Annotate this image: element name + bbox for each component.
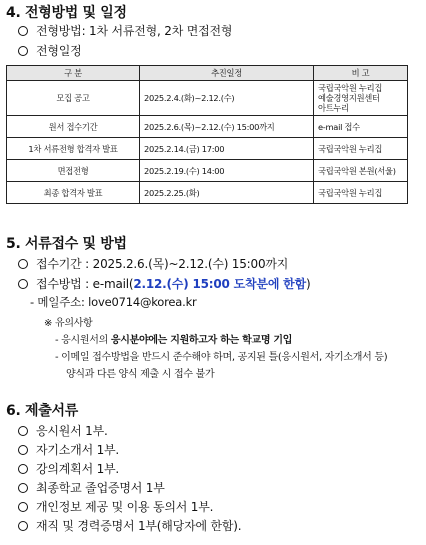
document-text: 재직 및 경력증명서 1부(해당자에 한함).: [36, 519, 242, 533]
cell-item: 모집 공고: [7, 81, 140, 116]
cell-item: 1차 서류전형 합격자 발표: [7, 138, 140, 160]
circle-bullet-icon: [18, 483, 28, 493]
circle-bullet-icon: [18, 259, 28, 269]
document-item: [18, 460, 119, 477]
circle-bullet-icon: [18, 26, 28, 36]
cell-date: 2025.2.19.(수) 14:00: [140, 160, 314, 182]
cell-date: 2025.2.25.(화): [140, 182, 314, 204]
circle-bullet-icon: [18, 426, 28, 436]
section-5-title: 5. 서류접수 및 방법: [6, 236, 127, 252]
header-remarks: 비 고: [314, 66, 408, 81]
cell-date: 2025.2.6.(목)~2.12.(수) 15:00까지: [140, 116, 314, 138]
note-line: 아트누리: [318, 103, 349, 113]
document-item: [18, 517, 241, 534]
bullet-application-period: [18, 255, 288, 272]
table-row: [7, 182, 408, 204]
notice-item-2: - 이메일 접수방법을 반드시 준수해야 하며, 공지된 틀(응시원서, 자기소개서 등): [55, 352, 388, 363]
circle-bullet-icon: [18, 521, 28, 531]
cell-note: e-mail 접수: [314, 116, 408, 138]
document-text: 최종학교 졸업증명서 1부: [36, 481, 165, 495]
bullet-application-method: [18, 275, 310, 292]
schedule-table: [6, 65, 408, 204]
bullet-screening-schedule: [18, 42, 82, 59]
circle-bullet-icon: [18, 279, 28, 289]
header-schedule: 추진일정: [140, 66, 314, 81]
table-row: [7, 138, 408, 160]
method-text-end: ): [305, 277, 311, 291]
note-line: 국립국악원 누리집: [318, 83, 383, 93]
cell-date: 2025.2.4.(화)~2.12.(수): [140, 81, 314, 116]
bullet-text: 전형일정: [36, 44, 82, 58]
table-row: [7, 116, 408, 138]
document-text: 강의계획서 1부.: [36, 462, 120, 476]
circle-bullet-icon: [18, 46, 28, 56]
circle-bullet-icon: [18, 445, 28, 455]
cell-item: 면접전형: [7, 160, 140, 182]
note-line: 예술경영지원센터: [318, 93, 380, 103]
bullet-text: 전형방법: 1차 서류전형, 2차 면접전형: [36, 24, 233, 38]
header-category: 구 분: [7, 66, 140, 81]
notice-item-2-cont: 양식과 다른 양식 제출 시 접수 불가: [66, 369, 215, 380]
circle-bullet-icon: [18, 502, 28, 512]
document-text: 개인정보 제공 및 이용 동의서 1부.: [36, 500, 214, 514]
notice-item-1: [55, 331, 292, 346]
cell-item: 최종 합격자 발표: [7, 182, 140, 204]
circle-bullet-icon: [18, 464, 28, 474]
bullet-screening-method: [18, 22, 232, 39]
notice-title: ※ 유의사항: [44, 318, 93, 329]
document-text: 자기소개서 1부.: [36, 443, 120, 457]
cell-date: 2025.2.14.(금) 17:00: [140, 138, 314, 160]
cell-item: 원서 접수기간: [7, 116, 140, 138]
document-item: [18, 422, 108, 439]
table-row: [7, 160, 408, 182]
notice-text: - 응시원서의: [55, 335, 111, 346]
cell-note: 국립국악원 누리집: [314, 138, 408, 160]
cell-note: 국립국악원 본원(서울): [314, 160, 408, 182]
bullet-text: 접수기간 : 2025.2.6.(목)~2.12.(수) 15:00까지: [36, 257, 289, 271]
document-item: [18, 441, 119, 458]
email-address: - 메일주소: love0714@korea.kr: [30, 295, 197, 309]
cell-note: 국립국악원 누리집: [314, 182, 408, 204]
table-header-row: [7, 66, 408, 81]
document-item: [18, 498, 213, 515]
method-text: 접수방법 : e-mail(: [36, 277, 134, 291]
section-6-title: 6. 제출서류: [6, 403, 78, 419]
document-item: [18, 479, 165, 496]
notice-bold-text: 응시분야에는 지원하고자 하는 학교명 기입: [110, 335, 293, 346]
method-deadline-highlight: 2.12.(수) 15:00 도착분에 한함: [133, 277, 306, 291]
cell-note: [314, 81, 408, 116]
table-row: [7, 81, 408, 116]
document-text: 응시원서 1부.: [36, 424, 108, 438]
section-4-title: 4. 전형방법 및 일정: [6, 5, 127, 21]
